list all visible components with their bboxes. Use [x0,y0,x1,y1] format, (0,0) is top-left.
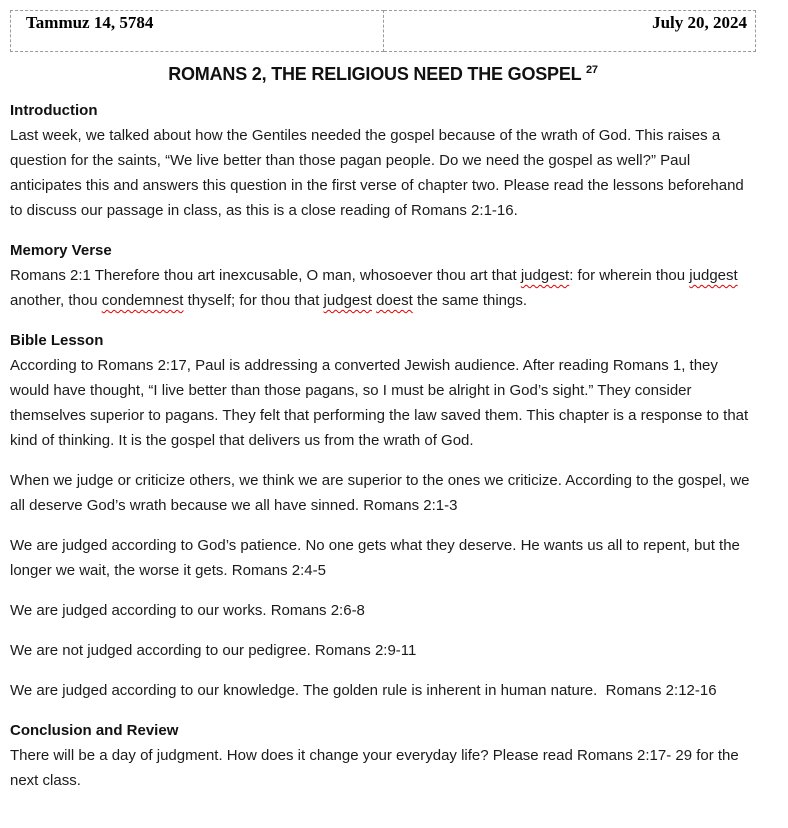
footnote-number: 27 [585,64,598,76]
section-memory-verse [10,238,756,313]
misspelled-word: judgest [520,267,570,284]
hebrew-date-cell [11,11,384,52]
text-run: the same things. [412,292,528,309]
paragraph-memory-verse [10,263,756,313]
heading-memory-verse: Memory Verse [10,242,112,259]
paragraph-introduction: Last week, we talked about how the Gentiles needed the gospel because of the wrath of God. This raises a question for the saints, “We live better than those pagan people. Do we need the gospel as well?” Paul anticipates this and answers this question in the first verse of chapter two. Please read the lessons beforehand to discuss our passage in class, as this is a close reading of Romans 2:1-16. [10,127,748,219]
text-run: : for wherein thou [569,267,690,284]
heading-conclusion: Conclusion and Review [10,722,179,739]
heading-bible-lesson: Bible Lesson [10,332,104,349]
section-introduction [10,98,756,223]
header-table [10,10,756,52]
hebrew-date: Tammuz 14, 5784 [26,13,154,32]
section-bible-lesson [10,328,756,703]
section-conclusion [10,718,756,793]
misspelled-word: judgest [689,267,738,284]
paragraph-bible-lesson-1: According to Romans 2:17, Paul is addressing a converted Jewish audience. After reading Romans 1, they would have thought, “I live better than those pagans, so I must be alright in God’s sight.” They consider themselves superior to pagans. They felt that performing the law saved them. This chapter is a response to that kind of thinking. It is the gospel that delivers us from the wrath of God. [10,357,753,449]
misspelled-word: judgest [323,292,372,309]
text-run: another, thou [10,267,742,309]
paragraph-bible-lesson-2: When we judge or criticize others, we think we are superior to the ones we criticize. According to the gospel, we all deserve God’s wrath because we all have sinned. Romans 2:1-3 [10,472,754,514]
paragraph-bible-lesson-5: We are not judged according to our pedigree. Romans 2:9-11 [10,642,417,659]
gregorian-date: July 20, 2024 [652,13,747,32]
heading-introduction: Introduction [10,102,98,119]
text-run: Romans 2:1 Therefore thou art inexcusable, O man, whosoever thou art that [10,267,521,284]
document-title-text: ROMANS 2, THE RELIGIOUS NEED THE GOSPEL [168,64,582,84]
misspelled-word: doest [376,292,413,309]
document-title [10,59,756,85]
paragraph-bible-lesson-3: We are judged according to God’s patience. No one gets what they deserve. He wants us all to repent, but the longer we wait, the worse it gets. Romans 2:4-5 [10,537,745,579]
text-run: thyself; for thou that [183,292,324,309]
paragraph-bible-lesson-4: We are judged according to our works. Romans 2:6-8 [10,602,365,619]
paragraph-bible-lesson-6: We are judged according to our knowledge. The golden rule is inherent in human nature. Romans 2:12-16 [10,682,717,699]
misspelled-word: condemnest [101,292,184,309]
gregorian-date-cell [383,11,756,52]
paragraph-conclusion: There will be a day of judgment. How does it change your everyday life? Please read Romans 2:17- 29 for the next class. [10,747,743,789]
